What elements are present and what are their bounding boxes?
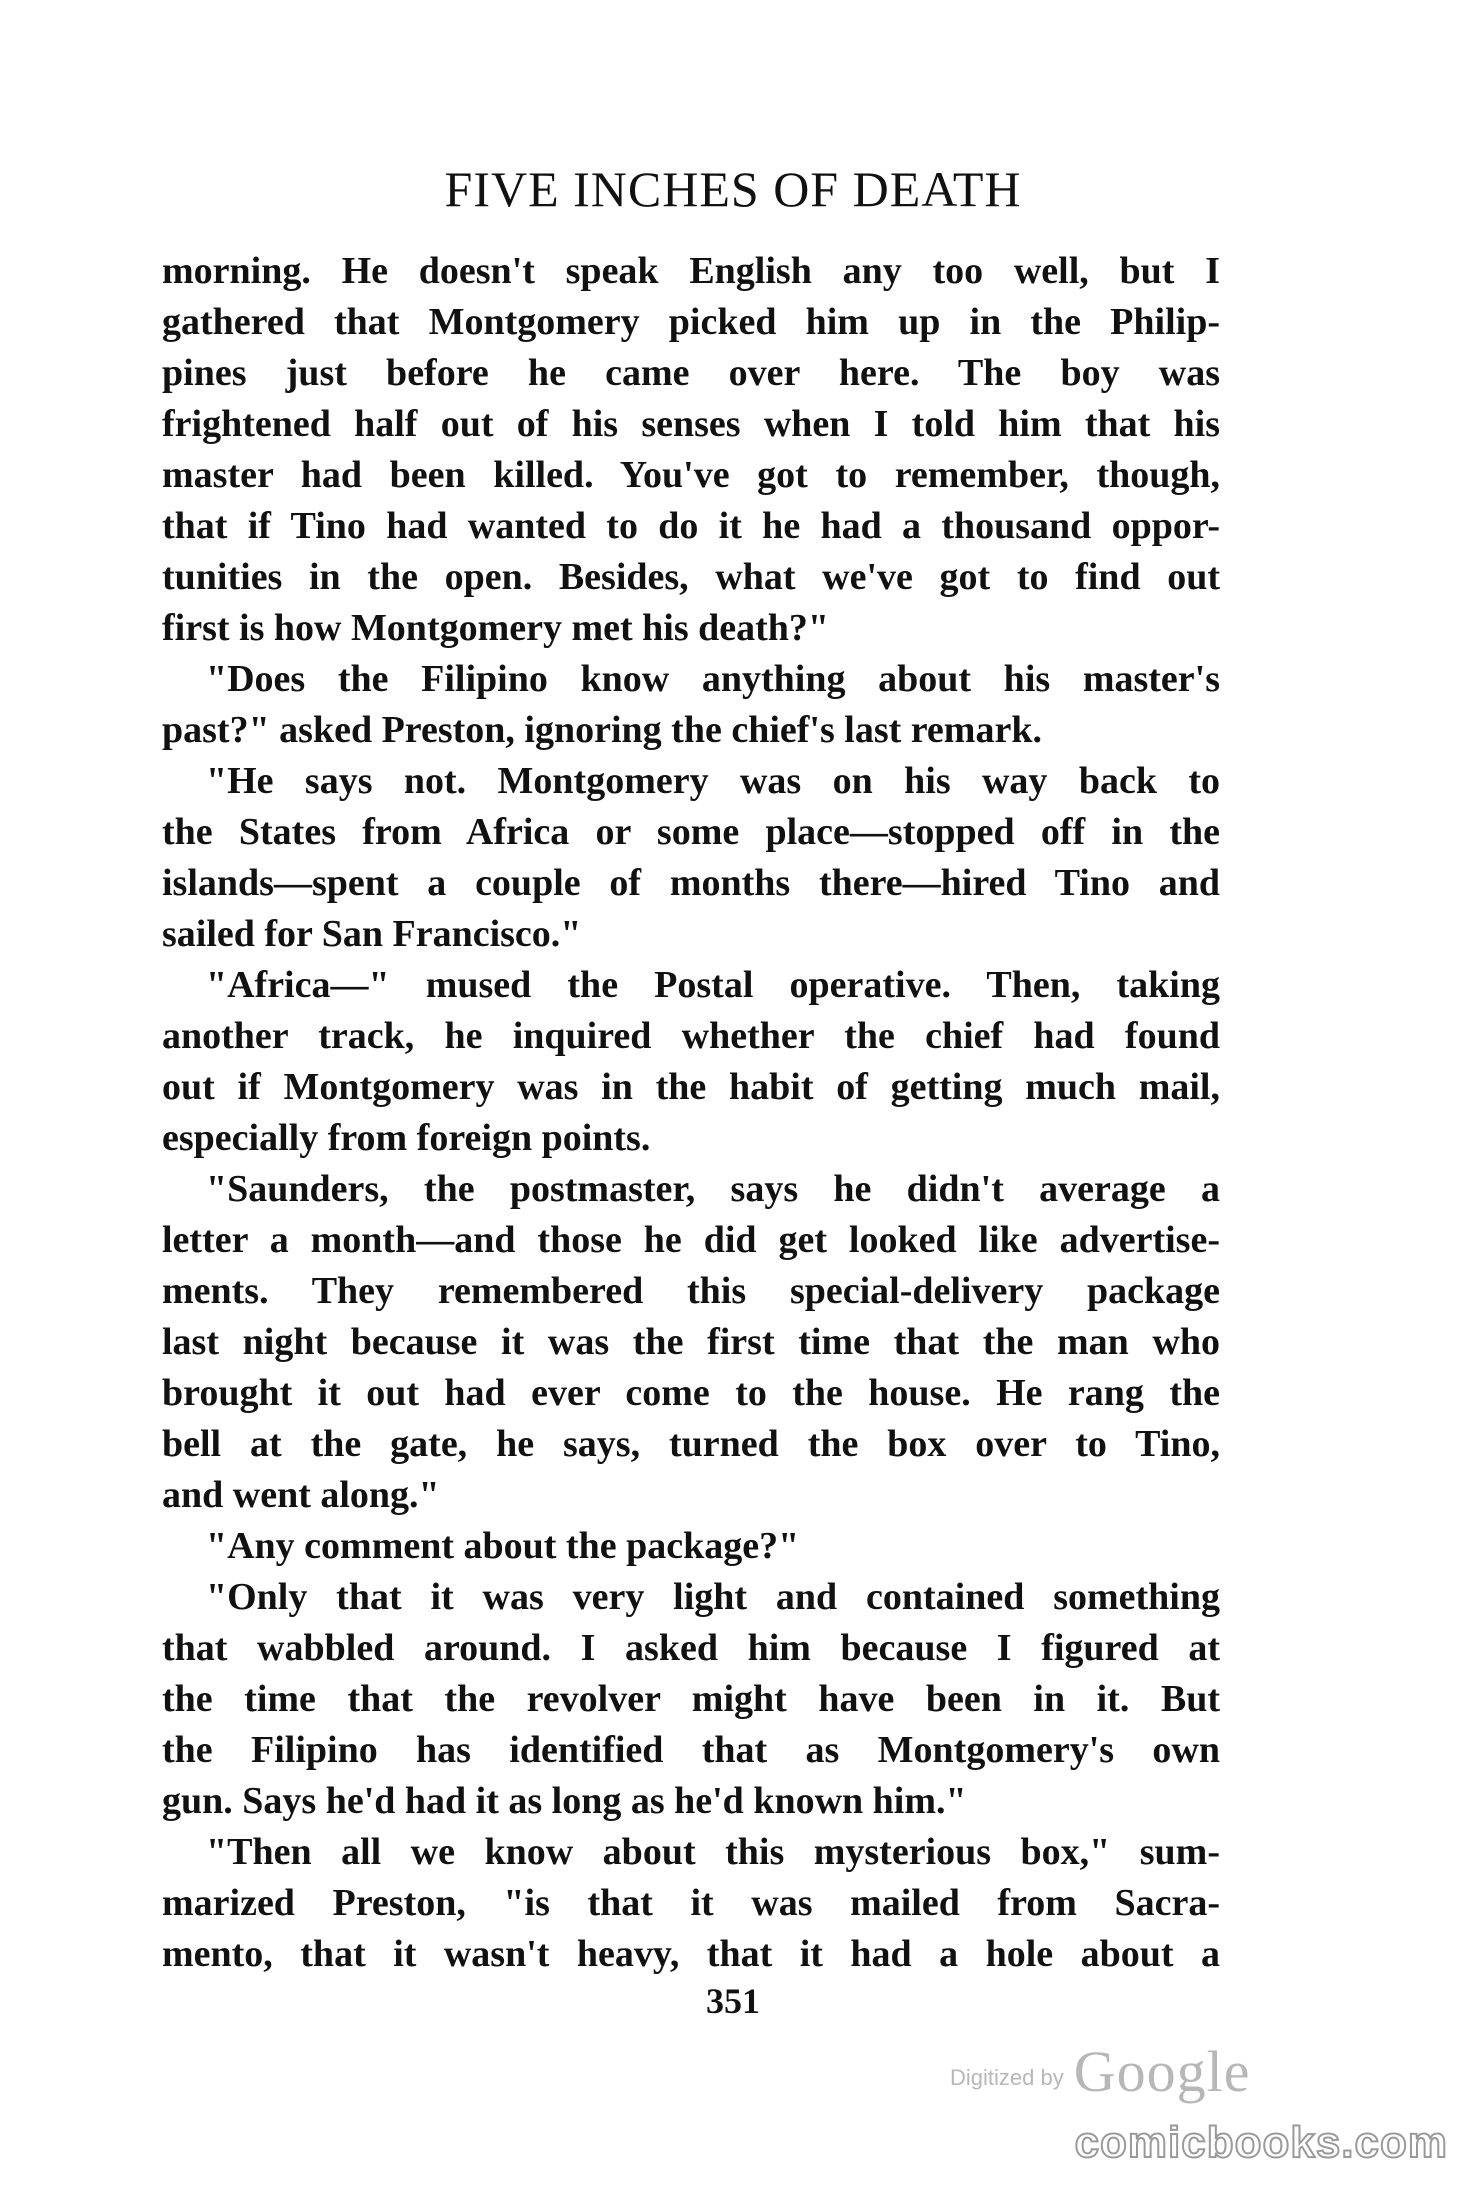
text-line: past?" asked Preston, ignoring the chief's last remark. <box>162 709 1042 751</box>
text-line: especially from foreign points. <box>162 1117 651 1159</box>
text-line: that wabbled around. I asked him because I figured at <box>162 1627 1220 1669</box>
text-line: "Africa—" mused the Postal operative. Then, taking <box>206 964 1220 1006</box>
text-line: first is how Montgomery met his death?" <box>162 607 830 649</box>
text-line: the Filipino has identified that as Montgomery's own <box>162 1729 1220 1771</box>
text-line: the time that the revolver might have been in it. But <box>162 1678 1220 1720</box>
digitized-by-label: Digitized by <box>950 2065 1064 2090</box>
text-line: bell at the gate, he says, turned the box over to Tino, <box>162 1423 1220 1465</box>
text-line: gathered that Montgomery picked him up in the Philip- <box>162 301 1220 343</box>
text-line: ments. They remembered this special-delivery package <box>162 1270 1220 1312</box>
text-line: tunities in the open. Besides, what we've got to find out <box>162 556 1220 598</box>
text-line: frightened half out of his senses when I told him that his <box>162 403 1220 445</box>
text-line: "He says not. Montgomery was on his way back to <box>206 760 1220 802</box>
text-line: that if Tino had wanted to do it he had a thousand oppor- <box>162 505 1220 547</box>
text-line: "Only that it was very light and contained something <box>206 1576 1220 1618</box>
text-line: islands—spent a couple of months there—hired Tino and <box>162 862 1220 904</box>
text-line: and went along." <box>162 1474 440 1516</box>
digitized-by-google-mark <box>950 2038 1280 2108</box>
google-logo: Google <box>1073 2039 1251 2104</box>
text-line: morning. He doesn't speak English any too well, but I <box>162 250 1220 292</box>
text-line: master had been killed. You've got to remember, though, <box>162 454 1220 496</box>
text-line: "Saunders, the postmaster, says he didn't average a <box>206 1168 1220 1210</box>
comicbooks-watermark: comicbooks.com <box>1074 2118 1448 2167</box>
text-line: sailed for San Francisco." <box>162 913 582 955</box>
text-line: "Any comment about the package?" <box>206 1525 800 1567</box>
text-line: gun. Says he'd had it as long as he'd known him." <box>162 1780 967 1822</box>
body-text <box>162 246 1220 1980</box>
text-line: pines just before he came over here. The boy was <box>162 352 1220 394</box>
text-line: marized Preston, "is that it was mailed from Sacra- <box>162 1882 1220 1924</box>
text-line: brought it out had ever come to the house. He rang the <box>162 1372 1220 1414</box>
text-line: the States from Africa or some place—stopped off in the <box>162 811 1220 853</box>
text-line: "Does the Filipino know anything about his master's <box>206 658 1220 700</box>
text-line: mento, that it wasn't heavy, that it had a hole about a <box>162 1933 1220 1975</box>
running-head: FIVE INCHES OF DEATH <box>444 161 1022 217</box>
text-line: another track, he inquired whether the chief had found <box>162 1015 1220 1057</box>
text-line: letter a month—and those he did get looked like advertise- <box>162 1219 1220 1261</box>
page-number: 351 <box>706 1981 760 2021</box>
text-line: "Then all we know about this mysterious box," sum- <box>206 1831 1220 1873</box>
text-line: out if Montgomery was in the habit of getting much mail, <box>162 1066 1220 1108</box>
text-line: last night because it was the first time that the man who <box>162 1321 1220 1363</box>
